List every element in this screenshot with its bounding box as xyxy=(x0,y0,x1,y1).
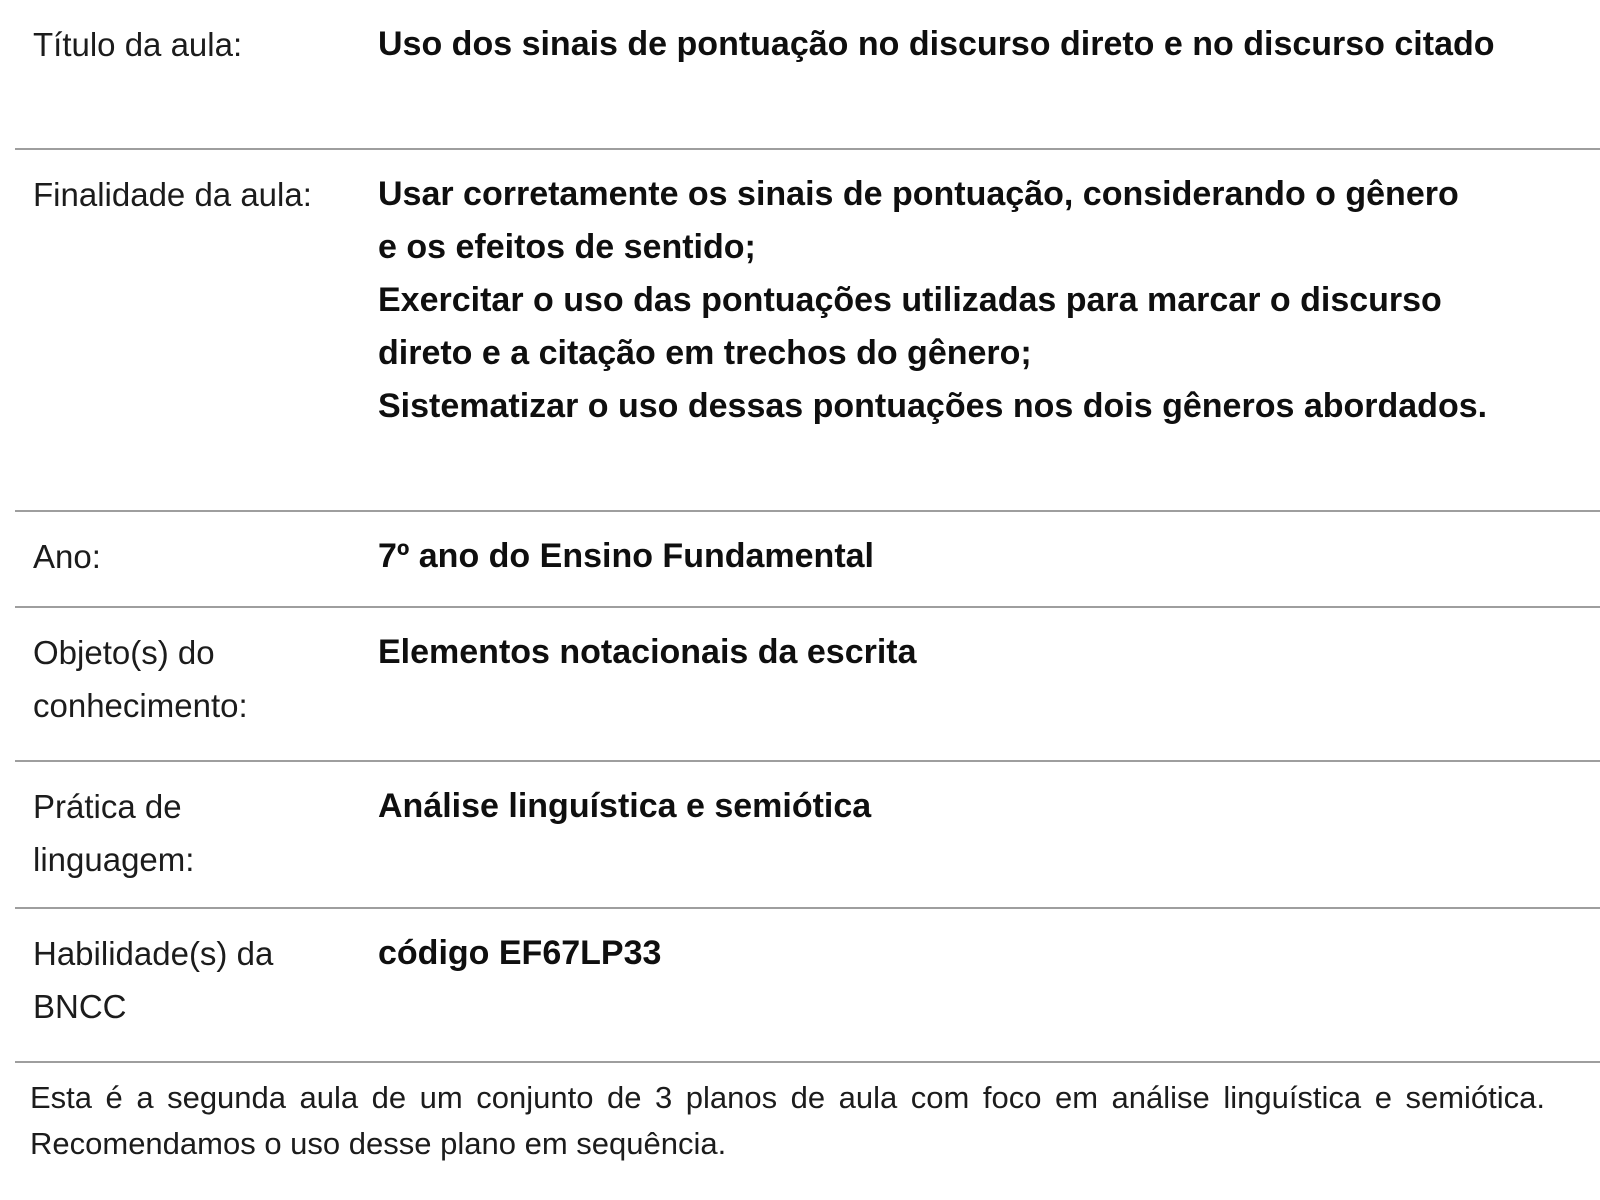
row-value-ano xyxy=(378,530,1600,583)
row-value-habilidade xyxy=(378,927,1600,980)
row-value-pratica xyxy=(378,780,1600,833)
footer-line: Esta é a segunda aula de um conjunto de 3 planos de aula com foco em análise linguística e semiótica. xyxy=(30,1080,1545,1115)
table-row-pratica xyxy=(15,762,1600,909)
knowledge-object-text: Elementos notacionais da escrita xyxy=(378,633,917,671)
table-row-ano xyxy=(15,512,1600,608)
row-value-finalidade xyxy=(378,168,1600,433)
finalidade-paragraph-3 xyxy=(378,380,1600,433)
row-value-objeto xyxy=(378,626,1600,679)
value-line: Sistematizar o uso dessas pontuações nos dois gêneros abordados. xyxy=(378,387,1488,425)
row-label-habilidade: Habilidade(s) da BNCC xyxy=(33,935,274,1025)
bncc-code-text: código EF67LP33 xyxy=(378,934,662,972)
table-row-objeto xyxy=(15,608,1600,762)
row-value-titulo xyxy=(378,18,1600,71)
footer-note xyxy=(30,1063,1545,1167)
finalidade-paragraph-1 xyxy=(378,168,1600,274)
grade-text: 7º ano do Ensino Fundamental xyxy=(378,537,875,575)
value-line: direto e a citação em trechos do gênero; xyxy=(378,334,1032,372)
table-row-titulo xyxy=(15,0,1600,150)
row-label-titulo: Título da aula: xyxy=(33,26,243,63)
finalidade-paragraph-2 xyxy=(378,274,1600,380)
row-label-pratica: Prática de linguagem: xyxy=(33,788,195,878)
value-line: Exercitar o uso das pontuações utilizadas para marcar o discurso xyxy=(378,281,1442,319)
lesson-title-text: Uso dos sinais de pontuação no discurso direto e no discurso citado xyxy=(378,25,1495,63)
row-label-objeto: Objeto(s) do conhecimento: xyxy=(33,634,248,724)
value-line: e os efeitos de sentido; xyxy=(378,228,756,266)
row-label-finalidade: Finalidade da aula: xyxy=(33,176,312,213)
table-row-habilidade xyxy=(15,909,1600,1063)
footer-line: Recomendamos o uso desse plano em sequência. xyxy=(30,1126,727,1161)
row-label-ano: Ano: xyxy=(33,538,101,575)
language-practice-text: Análise linguística e semiótica xyxy=(378,787,872,825)
value-line: Usar corretamente os sinais de pontuação, considerando o gênero xyxy=(378,175,1459,213)
table-row-finalidade xyxy=(15,150,1600,512)
